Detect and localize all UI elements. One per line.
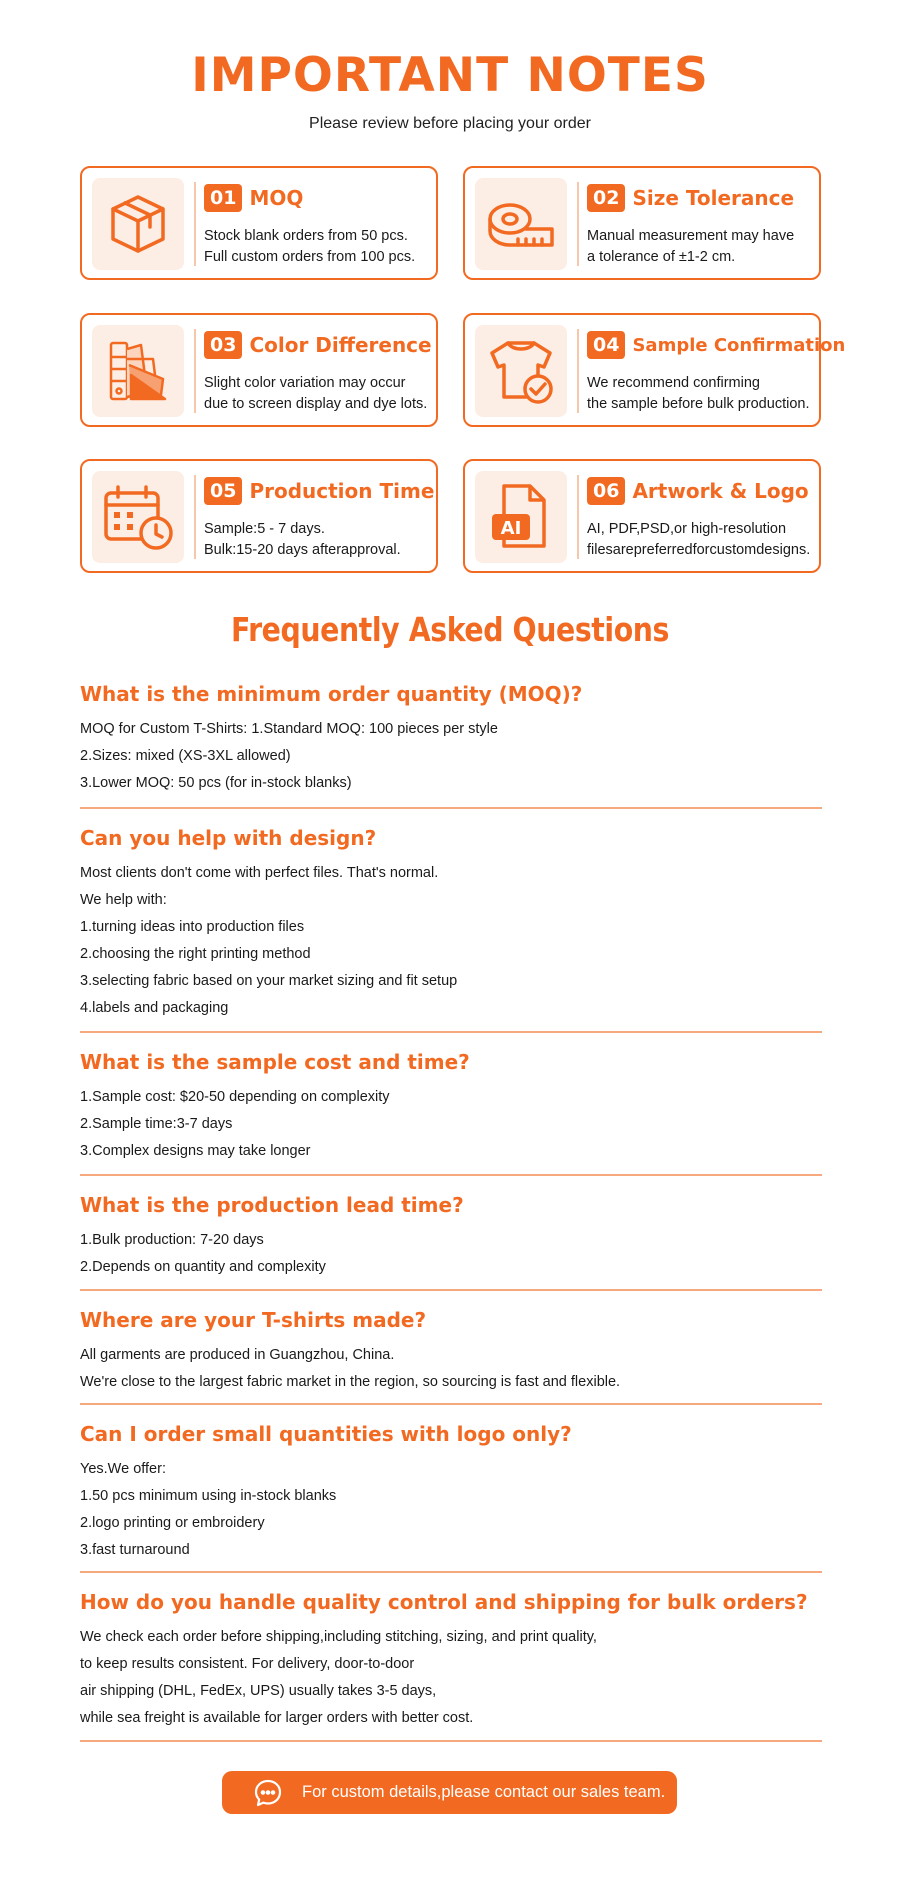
- note-line: Full custom orders from 100 pcs.: [204, 249, 416, 265]
- note-number: 02: [587, 184, 625, 212]
- note-text: [204, 519, 401, 561]
- faq-item-moq: [80, 682, 822, 797]
- note-card-sample-confirmation: [463, 313, 846, 427]
- tshirt-check-icon: [475, 325, 567, 417]
- faq-answer-line: 3.fast turnaround: [80, 1542, 190, 1558]
- note-card-moq: [80, 166, 438, 280]
- note-title: MOQ: [249, 186, 304, 210]
- faq-answer-line: Yes.We offer:: [80, 1461, 166, 1477]
- faq-item-made-where: [80, 1308, 822, 1396]
- calendar-clock-icon: [92, 471, 184, 563]
- ai-file-label: AI: [500, 518, 522, 539]
- faq-answer: [80, 1624, 822, 1732]
- note-line: a tolerance of ±1-2 cm.: [587, 249, 736, 265]
- note-line: AI, PDF,PSD,or high-resolution: [587, 521, 787, 537]
- faq-answer: [80, 1227, 822, 1281]
- note-line: the sample before bulk production.: [587, 396, 810, 412]
- faq-answer-line: 2.choosing the right printing method: [80, 946, 311, 962]
- faq-divider: [80, 1289, 822, 1291]
- note-title: Sample Confirmation: [632, 334, 846, 356]
- note-line: We recommend confirming: [587, 375, 760, 391]
- note-title: Production Time: [249, 479, 435, 503]
- ai-file-icon: [475, 471, 567, 563]
- contact-sales-button[interactable]: [222, 1771, 677, 1814]
- note-divider: [577, 182, 579, 266]
- faq-divider: [80, 1740, 822, 1742]
- faq-answer-line: 3.selecting fabric based on your market sizing and fit setup: [80, 973, 458, 989]
- note-number: 04: [587, 331, 625, 359]
- note-card-size-tolerance: [463, 166, 821, 280]
- note-divider: [194, 329, 196, 413]
- faq-question: What is the production lead time?: [80, 1193, 464, 1217]
- color-swatch-icon: [92, 325, 184, 417]
- contact-sales-label: For custom details,please contact our sales team.: [302, 1783, 666, 1801]
- faq-answer: [80, 1456, 822, 1564]
- note-line: filesarepreferredforcustomdesigns.: [587, 542, 811, 558]
- faq-question: How do you handle quality control and shipping for bulk orders?: [80, 1590, 808, 1614]
- faq-divider: [80, 1174, 822, 1176]
- faq-question: What is the sample cost and time?: [80, 1050, 470, 1074]
- faq-answer-line: All garments are produced in Guangzhou, China.: [80, 1347, 395, 1363]
- faq-item-sample: [80, 1050, 822, 1165]
- box-icon: [92, 178, 184, 270]
- note-text: [204, 226, 415, 268]
- faq-answer-line: 3.Complex designs may take longer: [80, 1143, 311, 1159]
- faq-heading: Frequently Asked Questions: [230, 610, 670, 649]
- faq-answer-line: 2.logo printing or embroidery: [80, 1515, 265, 1531]
- chat-bubble-icon: [252, 1777, 284, 1809]
- note-line: Stock blank orders from 50 pcs.: [204, 228, 408, 244]
- page-title: IMPORTANT NOTES: [191, 48, 709, 103]
- note-title: Color Difference: [249, 333, 432, 357]
- faq-answer-line: 2.Sizes: mixed (XS-3XL allowed): [80, 748, 291, 764]
- faq-divider: [80, 807, 822, 809]
- note-title: Size Tolerance: [632, 186, 795, 210]
- faq-divider: [80, 1571, 822, 1573]
- faq-answer-line: MOQ for Custom T-Shirts: 1.Standard MOQ: 100 pieces per style: [80, 721, 498, 737]
- faq-answer-line: 1.Sample cost: $20-50 depending on complexity: [80, 1089, 390, 1105]
- tape-measure-icon: [475, 178, 567, 270]
- faq-question: What is the minimum order quantity (MOQ)?: [80, 682, 583, 706]
- note-number: 01: [204, 184, 242, 212]
- page-subtitle: Please review before placing your order: [309, 115, 591, 132]
- faq-answer-line: We're close to the largest fabric market in the region, so sourcing is fast and flexible.: [80, 1374, 621, 1390]
- page-header: [0, 48, 900, 133]
- note-card-production-time: [80, 459, 438, 573]
- note-line: Manual measurement may have: [587, 228, 795, 244]
- faq-answer-line: We check each order before shipping,including stitching, sizing, and print quality,: [80, 1629, 597, 1645]
- note-number: 03: [204, 331, 242, 359]
- faq-item-quality-shipping: [80, 1590, 822, 1732]
- note-divider: [577, 329, 579, 413]
- note-title: Artwork & Logo: [632, 479, 809, 503]
- note-divider: [577, 475, 579, 559]
- faq-item-lead-time: [80, 1193, 822, 1281]
- faq-question: Where are your T-shirts made?: [80, 1308, 427, 1332]
- faq-answer: [80, 860, 822, 1022]
- faq-answer-line: air shipping (DHL, FedEx, UPS) usually takes 3-5 days,: [80, 1683, 437, 1699]
- faq-answer-line: 4.labels and packaging: [80, 1000, 229, 1016]
- faq-divider: [80, 1031, 822, 1033]
- note-number: 05: [204, 477, 242, 505]
- faq-answer: [80, 1342, 822, 1396]
- faq-answer-line: 2.Depends on quantity and complexity: [80, 1259, 326, 1275]
- faq-question: Can I order small quantities with logo only?: [80, 1422, 572, 1446]
- faq-answer-line: while sea freight is available for larger orders with better cost.: [80, 1710, 474, 1726]
- note-text: [587, 519, 810, 561]
- note-line: due to screen display and dye lots.: [204, 396, 428, 412]
- faq-divider: [80, 1403, 822, 1405]
- faq-answer-line: We help with:: [80, 892, 167, 908]
- faq-item-design: [80, 826, 822, 1022]
- note-card-artwork-logo: [463, 459, 821, 573]
- faq-answer-line: 1.turning ideas into production files: [80, 919, 305, 935]
- faq-answer: [80, 1084, 822, 1165]
- faq-question: Can you help with design?: [80, 826, 377, 850]
- note-line: Bulk:15-20 days afterapproval.: [204, 542, 401, 558]
- faq-answer-line: to keep results consistent. For delivery, door-to-door: [80, 1656, 415, 1672]
- faq-answer-line: 1.50 pcs minimum using in-stock blanks: [80, 1488, 337, 1504]
- note-text: [204, 373, 427, 415]
- faq-answer-line: 3.Lower MOQ: 50 pcs (for in-stock blanks): [80, 775, 352, 791]
- faq-answer-line: Most clients don't come with perfect files. That's normal.: [80, 865, 439, 881]
- note-line: Slight color variation may occur: [204, 375, 406, 391]
- note-line: Sample:5 - 7 days.: [204, 521, 325, 537]
- note-text: [587, 373, 809, 415]
- note-text: [587, 226, 794, 268]
- faq-answer: [80, 716, 822, 797]
- faq-answer-line: 1.Bulk production: 7-20 days: [80, 1232, 264, 1248]
- note-divider: [194, 182, 196, 266]
- note-divider: [194, 475, 196, 559]
- faq-item-small-quantities: [80, 1422, 822, 1564]
- note-card-color-difference: [80, 313, 438, 427]
- note-number: 06: [587, 477, 625, 505]
- faq-answer-line: 2.Sample time:3-7 days: [80, 1116, 233, 1132]
